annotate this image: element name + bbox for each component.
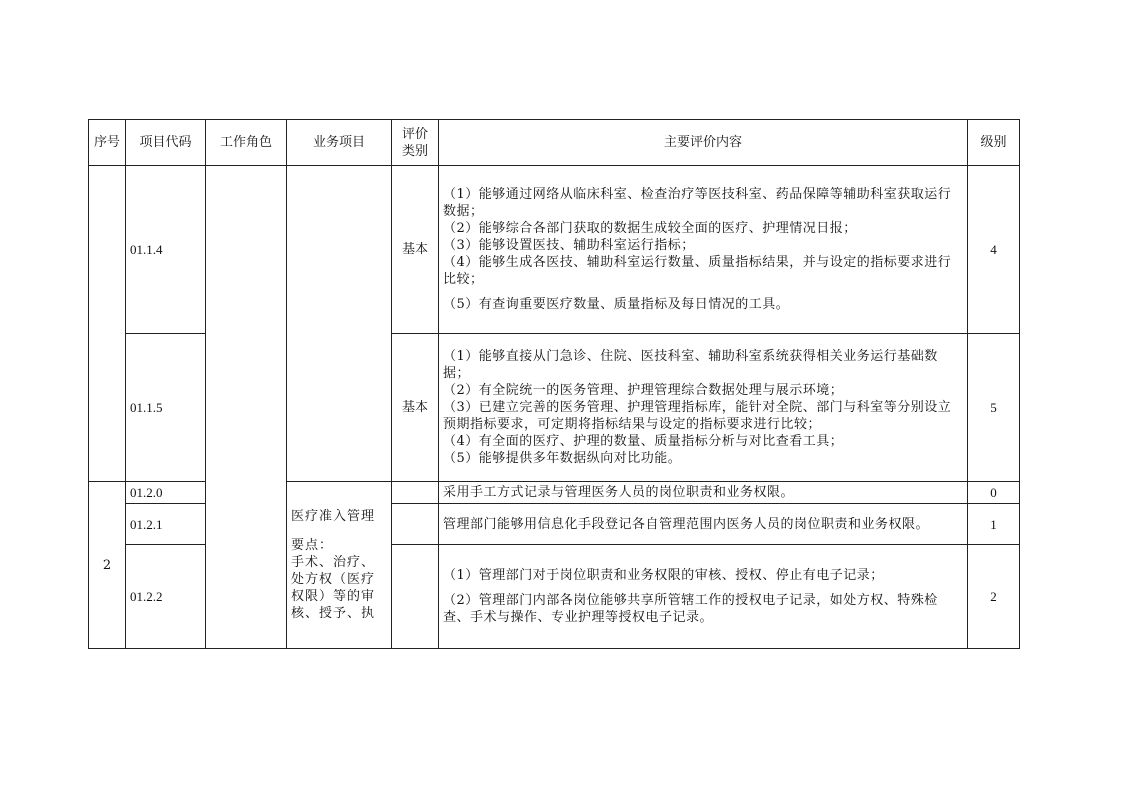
- content-line: （1）管理部门对于岗位职责和业务权限的审核、授权、停止有电子记录；: [443, 568, 884, 583]
- content-line: （4）有全面的医疗、护理的数量、质量指标分析与对比查看工具；: [443, 434, 844, 449]
- level-cell: 1: [968, 504, 1020, 545]
- business-cell: [287, 166, 392, 482]
- table-row: [89, 166, 1020, 334]
- header-level: 级别: [968, 120, 1020, 166]
- header-business: 业务项目: [287, 120, 392, 166]
- header-category: 评价类别: [392, 120, 439, 166]
- content-line: （1）能够直接从门急诊、住院、医技科室、辅助科室系统获得相关业务运行基础数据；: [443, 349, 938, 381]
- header-seq: 序号: [89, 120, 126, 166]
- business-points: 手术、治疗、处方权（医疗权限）等的审核、授予、执: [291, 555, 376, 621]
- content-cell: [439, 482, 968, 504]
- category-cell: [392, 504, 439, 545]
- header-row: [89, 120, 1020, 166]
- level-cell: 5: [968, 334, 1020, 482]
- evaluation-table: [88, 119, 1020, 649]
- business-title: 医疗准入管理: [291, 509, 376, 524]
- business-points-label: 要点：: [291, 538, 334, 553]
- content-line: （5）能够提供多年数据纵向对比功能。: [443, 451, 682, 466]
- content-line: （5）有查询重要医疗数量、质量指标及每日情况的工具。: [443, 297, 790, 312]
- seq-cell: [89, 166, 126, 482]
- content-cell: [439, 334, 968, 482]
- content-line: 管理部门能够用信息化手段登记各自管理范围内医务人员的岗位职责和业务权限。: [443, 516, 930, 532]
- content-cell: [439, 504, 968, 545]
- content-line: 采用手工方式记录与管理医务人员的岗位职责和业务权限。: [443, 485, 795, 500]
- category-cell: 基本: [392, 166, 439, 334]
- content-cell: [439, 545, 968, 649]
- header-content: 主要评价内容: [439, 120, 968, 166]
- seq-cell: 2: [89, 482, 126, 649]
- category-cell: [392, 545, 439, 649]
- content-line: （3）已建立完善的医务管理、护理管理指标库，能针对全院、部门与科室等分别设立预期指标要求，可定期将指标结果与设定的指标要求进行比较；: [443, 400, 952, 432]
- level-cell: 0: [968, 482, 1020, 504]
- content-line: （2）管理部门内部各岗位能够共享所管辖工作的授权电子记录，如处方权、特殊检查、手术与操作、专业护理等授权电子记录。: [443, 593, 938, 625]
- level-cell: 4: [968, 166, 1020, 334]
- content-line: （2）有全院统一的医务管理、护理管理综合数据处理与展示环境；: [443, 383, 844, 398]
- content-line: （4）能够生成各医技、辅助科室运行数量、质量指标结果，并与设定的指标要求进行比较；: [443, 255, 952, 287]
- code-cell: 01.1.4: [126, 166, 206, 334]
- header-code: 项目代码: [126, 120, 206, 166]
- code-cell: 01.2.1: [126, 504, 206, 545]
- category-cell: [392, 482, 439, 504]
- role-cell: [206, 166, 287, 649]
- code-cell: 01.2.2: [126, 545, 206, 649]
- content-line: （3）能够设置医技、辅助科室运行指标；: [443, 238, 695, 253]
- content-cell: [439, 166, 968, 334]
- content-line: （2）能够综合各部门获取的数据生成较全面的医疗、护理情况日报；: [443, 221, 857, 236]
- code-cell: 01.1.5: [126, 334, 206, 482]
- content-line: （1）能够通过网络从临床科室、检查治疗等医技科室、药品保障等辅助科室获取运行数据；: [443, 187, 952, 219]
- category-cell: 基本: [392, 334, 439, 482]
- header-role: 工作角色: [206, 120, 287, 166]
- business-cell: [287, 482, 392, 649]
- level-cell: 2: [968, 545, 1020, 649]
- code-cell: 01.2.0: [126, 482, 206, 504]
